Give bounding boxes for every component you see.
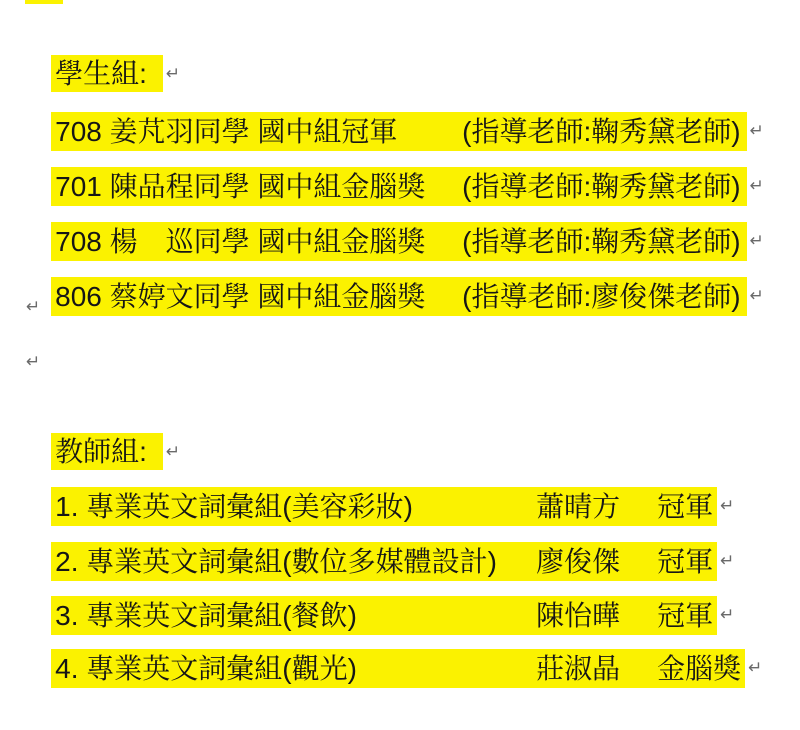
student-row-award: 708 楊 巡同學 國中組金腦獎	[55, 226, 426, 257]
teacher-row-category: 3. 專業英文詞彙組(餐飲)	[55, 600, 357, 631]
paragraph-mark-icon: ↵	[720, 496, 735, 516]
teacher-row	[20, 610, 762, 730]
student-row-award: 708 姜芃羽同學 國中組冠軍	[55, 116, 398, 147]
student-row	[20, 238, 764, 358]
teacher-row-award: 冠軍	[657, 546, 714, 577]
paragraph-mark-icon: ↵	[749, 121, 764, 141]
teacher-row-award: 金腦獎	[657, 653, 742, 684]
paragraph-mark-icon: ↵	[749, 176, 764, 196]
paragraph-mark-icon: ↵	[26, 352, 41, 372]
paragraph-mark-icon: ↵	[749, 286, 764, 306]
student-row-advisor: (指導老師:鞠秀黛老師)	[462, 171, 741, 202]
student-row-advisor: (指導老師:廖俊傑老師)	[462, 281, 741, 312]
paragraph-mark-icon: ↵	[165, 442, 181, 462]
teacher-row-category: 2. 專業英文詞彙組(數位多媒體設計)	[55, 546, 497, 577]
teacher-row-award: 冠軍	[657, 600, 714, 631]
paragraph-mark-icon: ↵	[26, 297, 41, 317]
teacher-row-category: 1. 專業英文詞彙組(美容彩妝)	[55, 491, 413, 522]
previous-line-highlight-fragment	[25, 0, 63, 4]
paragraph-mark-icon: ↵	[165, 64, 181, 84]
teacher-row-name: 莊淑晶	[536, 653, 621, 684]
teacher-row-name: 廖俊傑	[536, 546, 621, 577]
teacher-row-award: 冠軍	[657, 491, 714, 522]
teacher-section-title: 教師組:	[51, 433, 163, 470]
student-row-advisor: (指導老師:鞠秀黛老師)	[462, 116, 741, 147]
student-row-award: 701 陳品程同學 國中組金腦獎	[55, 171, 426, 202]
student-row-advisor: (指導老師:鞠秀黛老師)	[462, 226, 741, 257]
paragraph-mark-icon: ↵	[749, 231, 764, 251]
teacher-row-name: 陳怡曄	[536, 600, 621, 631]
student-section-title: 學生組:	[51, 55, 163, 92]
paragraph-mark-icon: ↵	[720, 605, 735, 625]
paragraph-mark-icon: ↵	[748, 658, 763, 678]
paragraph-mark-icon: ↵	[720, 551, 735, 571]
teacher-row-name: 蕭晴方	[536, 491, 621, 522]
student-row-award: 806 蔡婷文同學 國中組金腦獎	[55, 281, 426, 312]
teacher-row-category: 4. 專業英文詞彙組(觀光)	[55, 653, 357, 684]
